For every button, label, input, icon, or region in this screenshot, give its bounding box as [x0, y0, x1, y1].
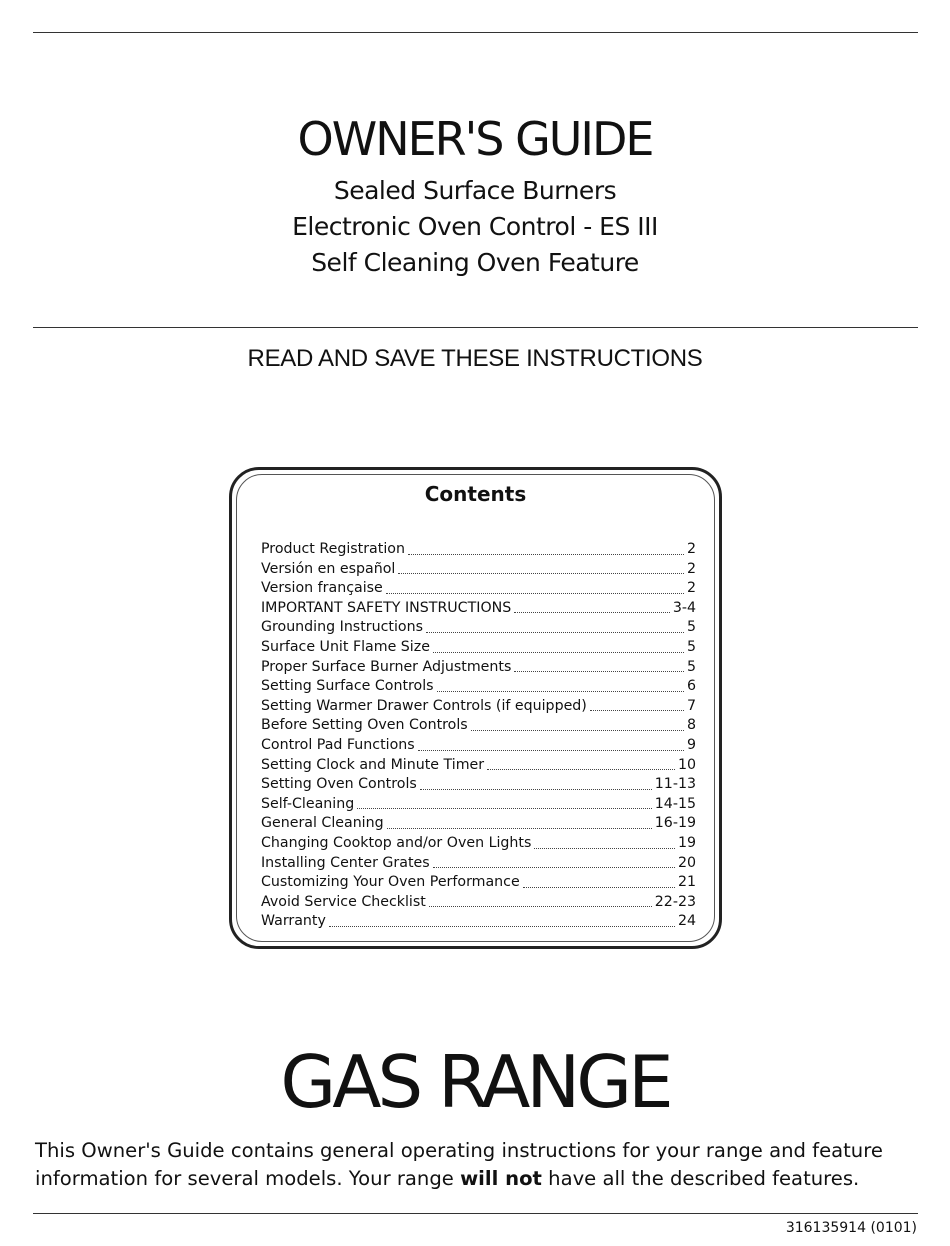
- toc-entry: [261, 638, 696, 658]
- toc-entry-page: 3-4: [672, 599, 696, 616]
- toc-entry-label: Version française: [261, 580, 383, 597]
- toc-leader-dots: [386, 593, 684, 594]
- toc-entry-page: 6: [686, 678, 696, 695]
- toc-entry-page: 14-15: [654, 795, 696, 812]
- toc-entry: [261, 560, 696, 580]
- toc-entry: [261, 599, 696, 619]
- middle-divider: [33, 327, 918, 328]
- toc-entry: [261, 893, 696, 913]
- toc-entry-label: Setting Warmer Drawer Controls (if equipped): [261, 697, 587, 714]
- toc-entry-label: Before Setting Oven Controls: [261, 717, 468, 734]
- toc-entry-page: 8: [686, 717, 696, 734]
- contents-heading: Contents: [424, 482, 527, 506]
- toc-entry: [261, 618, 696, 638]
- toc-entry-label: Avoid Service Checklist: [261, 893, 426, 910]
- toc-entry-page: 2: [686, 560, 696, 577]
- toc-leader-dots: [534, 848, 675, 849]
- toc-entry-page: 10: [677, 756, 696, 773]
- toc-entry-page: 22-23: [654, 893, 696, 910]
- toc-entry-page: 11-13: [654, 776, 696, 793]
- toc-entry: [261, 716, 696, 736]
- top-divider: [33, 32, 918, 33]
- toc-entry: [261, 756, 696, 776]
- toc-entry-label: Changing Cooktop and/or Oven Lights: [261, 834, 532, 851]
- toc-entry: [261, 677, 696, 697]
- toc-entry-label: Warranty: [261, 913, 326, 930]
- toc-entry: [261, 736, 696, 756]
- toc-entry: [261, 697, 696, 717]
- toc-leader-dots: [437, 691, 684, 692]
- toc-leader-dots: [418, 750, 684, 751]
- toc-entry-page: 20: [677, 854, 696, 871]
- description-emphasis: will not: [460, 1167, 542, 1190]
- toc-entry-page: 5: [686, 638, 696, 655]
- toc-entry-page: 2: [686, 541, 696, 557]
- toc-entry-page: 5: [686, 658, 696, 675]
- toc-entry-page: 7: [686, 697, 696, 714]
- toc-entry-label: Proper Surface Burner Adjustments: [261, 658, 512, 675]
- toc-entry-page: 9: [686, 736, 696, 753]
- toc-entry-page: 24: [677, 913, 696, 930]
- toc-entry-page: 16-19: [654, 815, 696, 832]
- read-save-instructions: READ AND SAVE THESE INSTRUCTIONS: [247, 345, 703, 372]
- toc-entry: [261, 834, 696, 854]
- toc-entry-page: 21: [677, 874, 696, 891]
- table-of-contents: [261, 540, 696, 932]
- guide-description: [35, 1137, 925, 1193]
- toc-entry-label: General Cleaning: [261, 815, 384, 832]
- product-name: GAS RANGE: [280, 1040, 670, 1124]
- toc-entry: [261, 814, 696, 834]
- toc-leader-dots: [487, 769, 675, 770]
- description-text-end: have all the described features.: [541, 1167, 860, 1190]
- toc-leader-dots: [523, 887, 675, 888]
- toc-entry-label: Setting Clock and Minute Timer: [261, 756, 485, 773]
- toc-entry-label: IMPORTANT SAFETY INSTRUCTIONS: [261, 599, 512, 616]
- toc-leader-dots: [471, 730, 684, 731]
- toc-entry-label: Grounding Instructions: [261, 619, 423, 636]
- toc-leader-dots: [433, 867, 675, 868]
- toc-entry-label: Setting Surface Controls: [261, 678, 434, 695]
- toc-entry: [261, 912, 696, 932]
- subtitle-self-cleaning: Self Cleaning Oven Feature: [311, 248, 639, 277]
- toc-entry-label: Control Pad Functions: [261, 736, 415, 753]
- toc-entry: [261, 579, 696, 599]
- toc-leader-dots: [590, 710, 684, 711]
- toc-leader-dots: [387, 828, 652, 829]
- contents-box: [229, 467, 722, 949]
- toc-leader-dots: [420, 789, 652, 790]
- toc-entry-page: 2: [686, 580, 696, 597]
- toc-leader-dots: [429, 906, 652, 907]
- toc-entry-label: Surface Unit Flame Size: [261, 638, 430, 655]
- toc-leader-dots: [357, 808, 652, 809]
- toc-entry: [261, 854, 696, 874]
- toc-leader-dots: [408, 554, 684, 555]
- toc-leader-dots: [514, 612, 670, 613]
- guide-title: OWNER'S GUIDE: [297, 112, 653, 166]
- toc-entry-label: Customizing Your Oven Performance: [261, 874, 520, 891]
- toc-entry-label: Versión en español: [261, 560, 396, 577]
- toc-entry: [261, 540, 696, 560]
- toc-leader-dots: [426, 632, 684, 633]
- toc-leader-dots: [514, 671, 684, 672]
- toc-leader-dots: [398, 573, 684, 574]
- toc-entry: [261, 775, 696, 795]
- subtitle-oven-control: Electronic Oven Control - ES III: [292, 212, 658, 241]
- toc-entry-page: 5: [686, 619, 696, 636]
- toc-entry-label: Self-Cleaning: [261, 795, 355, 812]
- toc-entry: [261, 873, 696, 893]
- toc-entry-label: Setting Oven Controls: [261, 776, 417, 793]
- toc-entry: [261, 795, 696, 815]
- toc-entry-page: 19: [677, 834, 696, 851]
- subtitle-burners: Sealed Surface Burners: [333, 176, 617, 205]
- description-text: This Owner's Guide contains general operating instructions for your range and feature information for several models. Your range: [35, 1139, 883, 1190]
- bottom-divider: [33, 1213, 918, 1214]
- toc-entry: [261, 658, 696, 678]
- toc-leader-dots: [433, 652, 684, 653]
- toc-leader-dots: [329, 926, 675, 927]
- toc-entry-label: Installing Center Grates: [261, 854, 430, 871]
- toc-entry-label: Product Registration: [261, 541, 405, 557]
- part-number: 316135914 (0101): [785, 1220, 917, 1236]
